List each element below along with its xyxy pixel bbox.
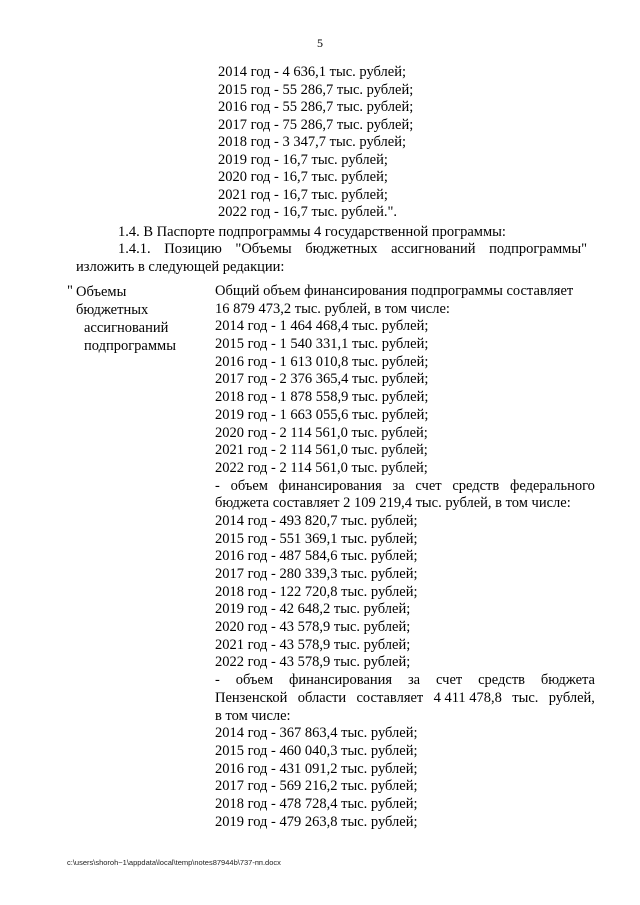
total-year-item: 2014 год - 1 464 468,4 тыс. рублей; (215, 318, 429, 335)
federal-year-item: 2018 год - 122 720,8 тыс. рублей; (215, 583, 418, 600)
word: бюджетных (305, 241, 378, 257)
word: Пензенской (215, 689, 288, 706)
regional-year-item: 2014 год - 367 863,4 тыс. рублей; (215, 725, 418, 742)
total-year-item: 2019 год - 1 663 055,6 тыс. рублей; (215, 406, 429, 423)
opening-quote: " (67, 283, 73, 299)
list-item: 2014 год - 4 636,1 тыс. рублей; (218, 64, 406, 80)
word: - (215, 477, 220, 494)
word: рублей, (548, 689, 595, 706)
word: федерального (509, 477, 595, 494)
paragraph-1-4-1-line2: изложить в следующей редакции: (76, 259, 285, 275)
page-number: 5 (317, 36, 323, 50)
total-year-item: 2018 год - 1 878 558,9 тыс. рублей; (215, 389, 429, 406)
table-left-cell (76, 283, 176, 355)
intro-line: 16 879 473,2 тыс. рублей, в том числе: (215, 300, 450, 317)
word: Позицию (164, 241, 222, 257)
table-right-cell (215, 283, 595, 831)
federal-year-item: 2014 год - 493 820,7 тыс. рублей; (215, 512, 418, 529)
word: за (392, 477, 405, 494)
regional-year-item: 2019 год - 479 263,8 тыс. рублей; (215, 813, 418, 830)
regional-year-item: 2017 год - 569 216,2 тыс. рублей; (215, 778, 418, 795)
word: 4 411 478,8 (433, 689, 502, 706)
document-file-path: c:\users\shoroh~1\appdata\local\temp\notes87944b\737-пп.docx (67, 858, 281, 867)
federal-year-item: 2016 год - 487 584,6 тыс. рублей; (215, 548, 418, 565)
left-cell-line: Объемы (76, 284, 127, 300)
regional-intro-line2 (215, 690, 595, 708)
federal-year-item: 2015 год - 551 369,1 тыс. рублей; (215, 530, 418, 547)
word: счет (415, 477, 442, 494)
word: тыс. (512, 689, 539, 706)
word: объем (230, 477, 268, 494)
word: области (297, 689, 347, 706)
word: бюджета (540, 672, 595, 689)
regional-intro-line3: в том числе: (215, 707, 291, 724)
word: финансирования (278, 477, 382, 494)
total-year-item: 2017 год - 2 376 365,4 тыс. рублей; (215, 371, 429, 388)
word: - (215, 672, 220, 689)
regional-year-item: 2016 год - 431 091,2 тыс. рублей; (215, 760, 418, 777)
list-item: 2019 год - 16,7 тыс. рублей; (218, 151, 388, 168)
word: объем (235, 672, 274, 689)
paragraph-1-4-1-line1 (118, 241, 587, 258)
federal-intro-line2: бюджета составляет 2 109 219,4 тыс. рублей, в том числе: (215, 495, 571, 512)
left-cell-line: бюджетных (76, 302, 149, 318)
list-item: 2015 год - 55 286,7 тыс. рублей; (218, 81, 414, 98)
word: счет (436, 672, 463, 689)
list-item: 2021 год - 16,7 тыс. рублей; (218, 186, 388, 203)
list-item: 2022 год - 16,7 тыс. рублей.". (218, 204, 397, 220)
total-year-item: 2016 год - 1 613 010,8 тыс. рублей; (215, 353, 429, 370)
list-item: 2018 год - 3 347,7 тыс. рублей; (218, 134, 406, 150)
regional-intro-line1 (215, 672, 595, 690)
intro-line: Общий объем финансирования подпрограммы составляет (215, 283, 574, 299)
regional-year-item: 2018 год - 478 728,4 тыс. рублей; (215, 795, 418, 812)
total-year-item: 2020 год - 2 114 561,0 тыс. рублей; (215, 424, 428, 441)
left-cell-line: ассигнований (84, 320, 169, 336)
total-year-item: 2021 год - 2 114 561,0 тыс. рублей; (215, 442, 428, 459)
list-item: 2020 год - 16,7 тыс. рублей; (218, 169, 388, 185)
federal-year-item: 2017 год - 280 339,3 тыс. рублей; (215, 566, 418, 582)
word: ассигнований (391, 241, 476, 257)
federal-year-item: 2019 год - 42 648,2 тыс. рублей; (215, 601, 411, 618)
federal-intro-line1 (215, 478, 595, 496)
regional-year-item: 2015 год - 460 040,3 тыс. рублей; (215, 742, 418, 759)
total-year-item: 2022 год - 2 114 561,0 тыс. рублей; (215, 459, 428, 476)
list-item: 2016 год - 55 286,7 тыс. рублей; (218, 99, 414, 115)
word: 1.4.1. (118, 241, 151, 257)
federal-year-item: 2022 год - 43 578,9 тыс. рублей; (215, 654, 411, 671)
federal-year-item: 2020 год - 43 578,9 тыс. рублей; (215, 619, 411, 636)
total-year-item: 2015 год - 1 540 331,1 тыс. рублей; (215, 336, 429, 353)
word: за (407, 672, 421, 689)
word: средств (452, 477, 500, 494)
funding-years-list (218, 64, 413, 222)
word: подпрограммы" (489, 241, 587, 257)
word: составляет (356, 689, 424, 706)
word: "Объемы (235, 241, 292, 257)
word: средств (478, 672, 526, 689)
list-item: 2017 год - 75 286,7 тыс. рублей; (218, 116, 414, 133)
federal-year-item: 2021 год - 43 578,9 тыс. рублей; (215, 636, 411, 653)
word: финансирования (288, 672, 393, 689)
paragraph-1-4: 1.4. В Паспорте подпрограммы 4 государственной программы: (118, 224, 506, 240)
left-cell-line: подпрограммы (84, 338, 176, 354)
